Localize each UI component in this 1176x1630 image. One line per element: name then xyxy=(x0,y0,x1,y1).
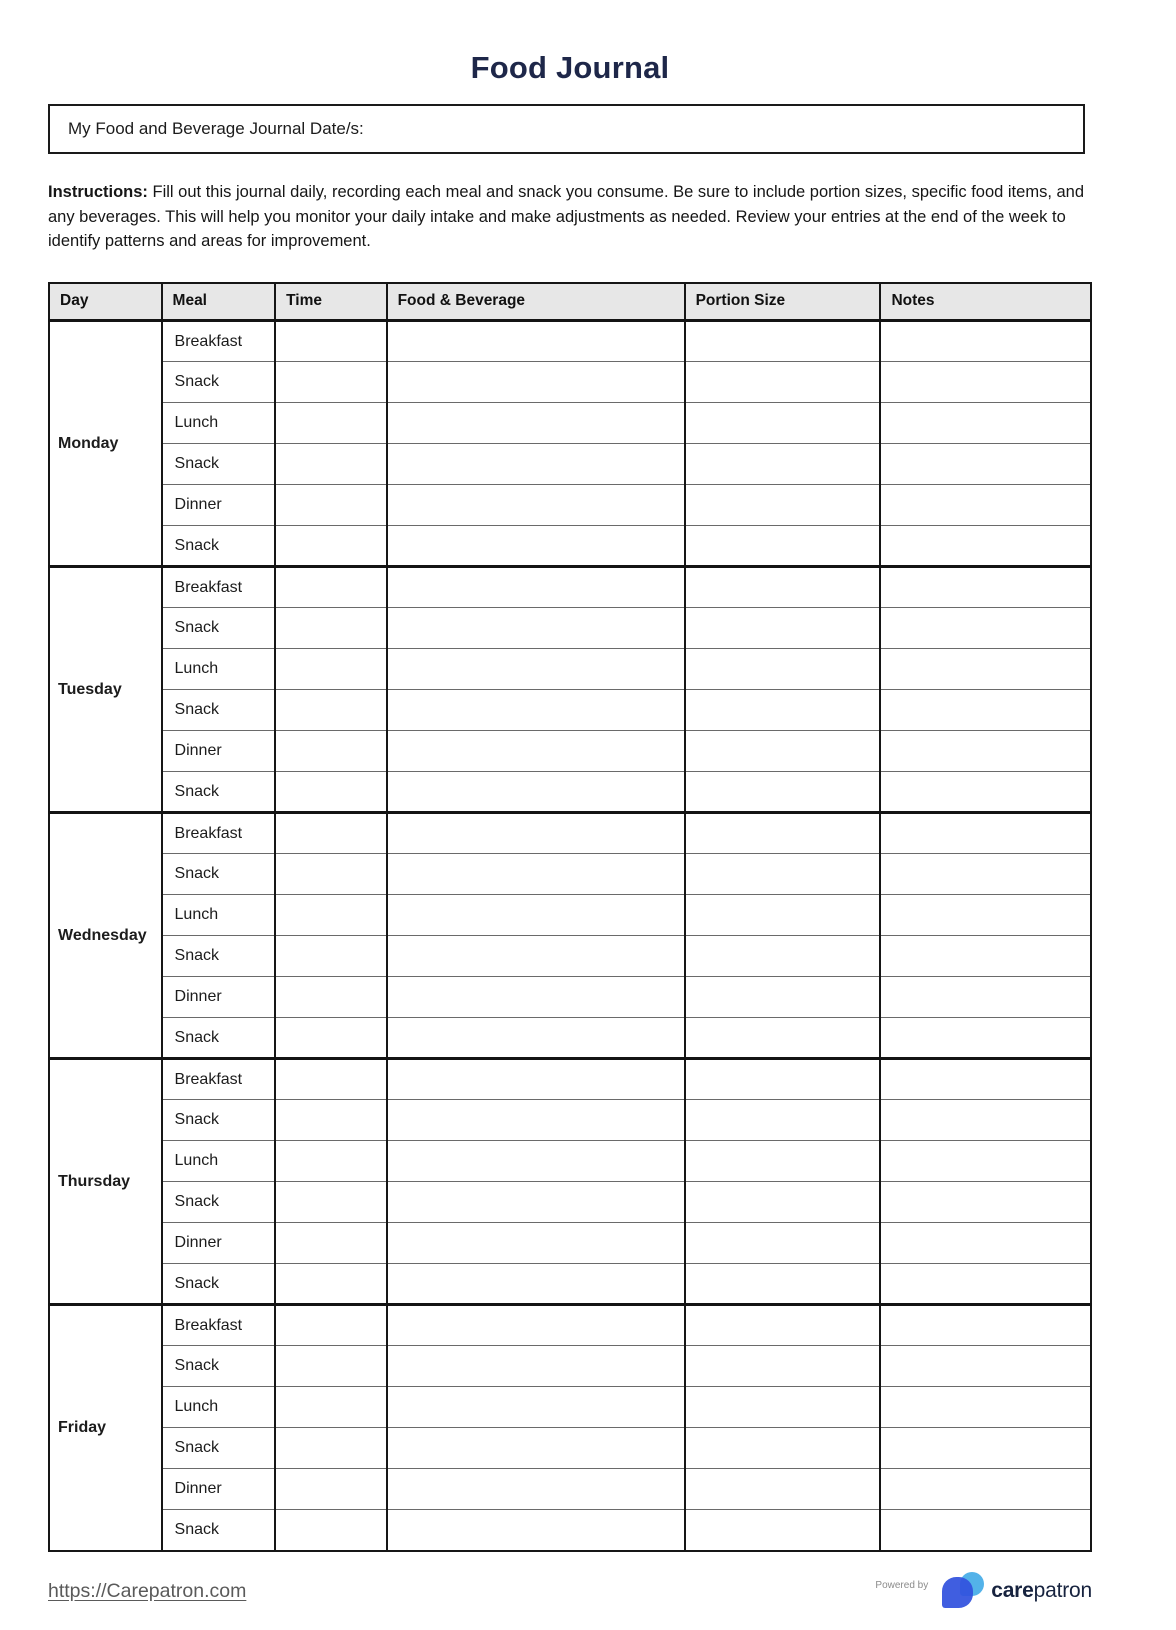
portion-size-cell[interactable] xyxy=(685,936,881,977)
meal-label-cell: Breakfast xyxy=(162,1305,276,1346)
time-cell[interactable] xyxy=(275,1100,386,1141)
notes-cell[interactable] xyxy=(880,813,1091,854)
time-cell[interactable] xyxy=(275,608,386,649)
meal-label-cell: Dinner xyxy=(162,1223,276,1264)
instructions-paragraph xyxy=(48,180,1088,254)
journal-row xyxy=(49,1018,1091,1059)
portion-size-cell[interactable] xyxy=(685,1305,881,1346)
time-cell[interactable] xyxy=(275,813,386,854)
journal-row xyxy=(49,1059,1091,1100)
portion-size-cell[interactable] xyxy=(685,1469,881,1510)
journal-row xyxy=(49,567,1091,608)
meal-label-cell: Lunch xyxy=(162,1141,276,1182)
journal-row xyxy=(49,649,1091,690)
portion-size-cell[interactable] xyxy=(685,731,881,772)
meal-label-cell: Dinner xyxy=(162,977,276,1018)
notes-cell[interactable] xyxy=(880,1182,1091,1223)
portion-size-cell[interactable] xyxy=(685,1182,881,1223)
day-cell-tuesday: Tuesday xyxy=(49,567,162,813)
portion-size-cell[interactable] xyxy=(685,1428,881,1469)
time-cell[interactable] xyxy=(275,690,386,731)
meal-label-cell: Snack xyxy=(162,1510,276,1551)
table-header-row xyxy=(49,283,1091,321)
notes-cell[interactable] xyxy=(880,1428,1091,1469)
meal-label-cell: Lunch xyxy=(162,1387,276,1428)
notes-cell[interactable] xyxy=(880,608,1091,649)
notes-cell[interactable] xyxy=(880,1264,1091,1305)
journal-row xyxy=(49,731,1091,772)
food-beverage-cell[interactable] xyxy=(387,731,685,772)
food-beverage-cell[interactable] xyxy=(387,1387,685,1428)
journal-row xyxy=(49,1428,1091,1469)
portion-size-cell[interactable] xyxy=(685,1018,881,1059)
portion-size-cell[interactable] xyxy=(685,977,881,1018)
food-beverage-cell[interactable] xyxy=(387,1059,685,1100)
food-beverage-cell[interactable] xyxy=(387,321,685,362)
page-title: Food Journal xyxy=(470,50,670,85)
column-header-portion-size: Portion Size xyxy=(685,283,881,321)
food-beverage-cell[interactable] xyxy=(387,526,685,567)
time-cell[interactable] xyxy=(275,321,386,362)
meal-label-cell: Snack xyxy=(162,1264,276,1305)
meal-label-cell: Snack xyxy=(162,444,276,485)
time-cell[interactable] xyxy=(275,1264,386,1305)
journal-row xyxy=(49,526,1091,567)
portion-size-cell[interactable] xyxy=(685,362,881,403)
food-beverage-cell[interactable] xyxy=(387,1469,685,1510)
food-beverage-cell[interactable] xyxy=(387,1510,685,1551)
meal-label-cell: Snack xyxy=(162,1018,276,1059)
time-cell[interactable] xyxy=(275,772,386,813)
meal-label-cell: Breakfast xyxy=(162,567,276,608)
meal-label-cell: Snack xyxy=(162,854,276,895)
notes-cell[interactable] xyxy=(880,854,1091,895)
food-beverage-cell[interactable] xyxy=(387,977,685,1018)
journal-row xyxy=(49,485,1091,526)
date-field[interactable] xyxy=(48,104,1085,154)
logo-bubble-dark-icon xyxy=(942,1577,973,1608)
time-cell[interactable] xyxy=(275,567,386,608)
time-cell[interactable] xyxy=(275,1141,386,1182)
instructions-label: Instructions: xyxy=(48,183,148,201)
time-cell[interactable] xyxy=(275,485,386,526)
time-cell[interactable] xyxy=(275,1059,386,1100)
portion-size-cell[interactable] xyxy=(685,1346,881,1387)
portion-size-cell[interactable] xyxy=(685,895,881,936)
day-cell-thursday: Thursday xyxy=(49,1059,162,1305)
food-beverage-cell[interactable] xyxy=(387,649,685,690)
food-beverage-cell[interactable] xyxy=(387,403,685,444)
journal-row xyxy=(49,1141,1091,1182)
journal-row xyxy=(49,608,1091,649)
food-beverage-cell[interactable] xyxy=(387,1141,685,1182)
time-cell[interactable] xyxy=(275,1305,386,1346)
brand-wordmark-patron: patron xyxy=(1033,1579,1092,1602)
food-beverage-cell[interactable] xyxy=(387,444,685,485)
notes-cell[interactable] xyxy=(880,895,1091,936)
meal-label-cell: Breakfast xyxy=(162,813,276,854)
notes-cell[interactable] xyxy=(880,1510,1091,1551)
notes-cell[interactable] xyxy=(880,321,1091,362)
journal-row xyxy=(49,854,1091,895)
food-beverage-cell[interactable] xyxy=(387,1100,685,1141)
notes-cell[interactable] xyxy=(880,1141,1091,1182)
time-cell[interactable] xyxy=(275,444,386,485)
notes-cell[interactable] xyxy=(880,567,1091,608)
time-cell[interactable] xyxy=(275,1346,386,1387)
food-beverage-cell[interactable] xyxy=(387,1346,685,1387)
time-cell[interactable] xyxy=(275,1223,386,1264)
meal-label-cell: Lunch xyxy=(162,895,276,936)
column-header-time: Time xyxy=(275,283,386,321)
brand-wordmark xyxy=(991,1579,1092,1603)
journal-row xyxy=(49,1387,1091,1428)
day-cell-monday: Monday xyxy=(49,321,162,567)
column-header-meal: Meal xyxy=(162,283,276,321)
food-beverage-cell[interactable] xyxy=(387,1264,685,1305)
time-cell[interactable] xyxy=(275,649,386,690)
notes-cell[interactable] xyxy=(880,936,1091,977)
notes-cell[interactable] xyxy=(880,977,1091,1018)
journal-row xyxy=(49,1469,1091,1510)
journal-row xyxy=(49,895,1091,936)
meal-label-cell: Snack xyxy=(162,1182,276,1223)
portion-size-cell[interactable] xyxy=(685,526,881,567)
meal-label-cell: Snack xyxy=(162,526,276,567)
time-cell[interactable] xyxy=(275,731,386,772)
food-beverage-cell[interactable] xyxy=(387,362,685,403)
notes-cell[interactable] xyxy=(880,526,1091,567)
meal-label-cell: Breakfast xyxy=(162,321,276,362)
journal-row xyxy=(49,321,1091,362)
notes-cell[interactable] xyxy=(880,485,1091,526)
meal-label-cell: Snack xyxy=(162,1346,276,1387)
portion-size-cell[interactable] xyxy=(685,1387,881,1428)
meal-label-cell: Lunch xyxy=(162,403,276,444)
meal-label-cell: Lunch xyxy=(162,649,276,690)
journal-row xyxy=(49,813,1091,854)
meal-label-cell: Dinner xyxy=(162,1469,276,1510)
day-cell-friday: Friday xyxy=(49,1305,162,1551)
date-field-label: My Food and Beverage Journal Date/s: xyxy=(68,119,364,138)
portion-size-cell[interactable] xyxy=(685,485,881,526)
journal-row xyxy=(49,1182,1091,1223)
portion-size-cell[interactable] xyxy=(685,1100,881,1141)
notes-cell[interactable] xyxy=(880,1223,1091,1264)
column-header-notes: Notes xyxy=(880,283,1091,321)
notes-cell[interactable] xyxy=(880,731,1091,772)
table-header xyxy=(49,283,1091,321)
notes-cell[interactable] xyxy=(880,772,1091,813)
journal-row xyxy=(49,772,1091,813)
food-beverage-cell[interactable] xyxy=(387,772,685,813)
time-cell[interactable] xyxy=(275,1510,386,1551)
notes-cell[interactable] xyxy=(880,444,1091,485)
journal-row xyxy=(49,403,1091,444)
column-header-day: Day xyxy=(49,283,162,321)
portion-size-cell[interactable] xyxy=(685,403,881,444)
powered-by-label: Powered by xyxy=(875,1579,929,1591)
food-beverage-cell[interactable] xyxy=(387,567,685,608)
brand-wordmark-care: care xyxy=(991,1579,1034,1602)
page-footer xyxy=(48,1572,1092,1610)
notes-cell[interactable] xyxy=(880,403,1091,444)
food-beverage-cell[interactable] xyxy=(387,1018,685,1059)
food-beverage-cell[interactable] xyxy=(387,813,685,854)
meal-label-cell: Snack xyxy=(162,608,276,649)
time-cell[interactable] xyxy=(275,362,386,403)
meal-label-cell: Dinner xyxy=(162,485,276,526)
time-cell[interactable] xyxy=(275,1428,386,1469)
portion-size-cell[interactable] xyxy=(685,690,881,731)
notes-cell[interactable] xyxy=(880,1018,1091,1059)
instructions-text: Fill out this journal daily, recording each meal and snack you consume. Be sure to include portion sizes, specific food items, and any beverages. This will help you monitor your daily intake and make adjustments as needed. Review your entries at the end of the week to identify patterns and areas for improvement. xyxy=(48,183,1085,251)
journal-row xyxy=(49,1100,1091,1141)
time-cell[interactable] xyxy=(275,403,386,444)
food-beverage-cell[interactable] xyxy=(387,1223,685,1264)
time-cell[interactable] xyxy=(275,895,386,936)
time-cell[interactable] xyxy=(275,1182,386,1223)
time-cell[interactable] xyxy=(275,1018,386,1059)
portion-size-cell[interactable] xyxy=(685,1264,881,1305)
journal-row xyxy=(49,362,1091,403)
portion-size-cell[interactable] xyxy=(685,854,881,895)
meal-label-cell: Snack xyxy=(162,936,276,977)
time-cell[interactable] xyxy=(275,1387,386,1428)
food-journal-table xyxy=(48,282,1092,1552)
journal-row xyxy=(49,444,1091,485)
meal-label-cell: Snack xyxy=(162,1428,276,1469)
food-beverage-cell[interactable] xyxy=(387,936,685,977)
portion-size-cell[interactable] xyxy=(685,649,881,690)
meal-label-cell: Snack xyxy=(162,772,276,813)
notes-cell[interactable] xyxy=(880,690,1091,731)
portion-size-cell[interactable] xyxy=(685,813,881,854)
portion-size-cell[interactable] xyxy=(685,1059,881,1100)
portion-size-cell[interactable] xyxy=(685,772,881,813)
food-beverage-cell[interactable] xyxy=(387,1428,685,1469)
journal-row xyxy=(49,1223,1091,1264)
portion-size-cell[interactable] xyxy=(685,1141,881,1182)
journal-row xyxy=(49,690,1091,731)
column-header-food-beverage: Food & Beverage xyxy=(387,283,685,321)
journal-row xyxy=(49,977,1091,1018)
carepatron-logo-icon xyxy=(942,1572,984,1610)
food-beverage-cell[interactable] xyxy=(387,1182,685,1223)
meal-label-cell: Dinner xyxy=(162,731,276,772)
journal-row xyxy=(49,1264,1091,1305)
portion-size-cell[interactable] xyxy=(685,444,881,485)
notes-cell[interactable] xyxy=(880,1305,1091,1346)
meal-label-cell: Breakfast xyxy=(162,1059,276,1100)
portion-size-cell[interactable] xyxy=(685,1223,881,1264)
journal-row xyxy=(49,1305,1091,1346)
notes-cell[interactable] xyxy=(880,362,1091,403)
food-beverage-cell[interactable] xyxy=(387,1305,685,1346)
time-cell[interactable] xyxy=(275,526,386,567)
carepatron-brand xyxy=(875,1572,1092,1610)
journal-row xyxy=(49,936,1091,977)
day-cell-wednesday: Wednesday xyxy=(49,813,162,1059)
journal-row xyxy=(49,1346,1091,1387)
meal-label-cell: Snack xyxy=(162,362,276,403)
time-cell[interactable] xyxy=(275,977,386,1018)
notes-cell[interactable] xyxy=(880,1346,1091,1387)
food-beverage-cell[interactable] xyxy=(387,895,685,936)
notes-cell[interactable] xyxy=(880,1100,1091,1141)
time-cell[interactable] xyxy=(275,1469,386,1510)
notes-cell[interactable] xyxy=(880,1469,1091,1510)
notes-cell[interactable] xyxy=(880,1387,1091,1428)
portion-size-cell[interactable] xyxy=(685,1510,881,1551)
notes-cell[interactable] xyxy=(880,1059,1091,1100)
notes-cell[interactable] xyxy=(880,649,1091,690)
food-beverage-cell[interactable] xyxy=(387,854,685,895)
time-cell[interactable] xyxy=(275,936,386,977)
journal-row xyxy=(49,1510,1091,1551)
meal-label-cell: Snack xyxy=(162,1100,276,1141)
carepatron-link[interactable]: https://Carepatron.com xyxy=(48,1579,247,1602)
portion-size-cell[interactable] xyxy=(685,567,881,608)
food-beverage-cell[interactable] xyxy=(387,608,685,649)
portion-size-cell[interactable] xyxy=(685,321,881,362)
portion-size-cell[interactable] xyxy=(685,608,881,649)
food-beverage-cell[interactable] xyxy=(387,690,685,731)
time-cell[interactable] xyxy=(275,854,386,895)
meal-label-cell: Snack xyxy=(162,690,276,731)
food-beverage-cell[interactable] xyxy=(387,485,685,526)
